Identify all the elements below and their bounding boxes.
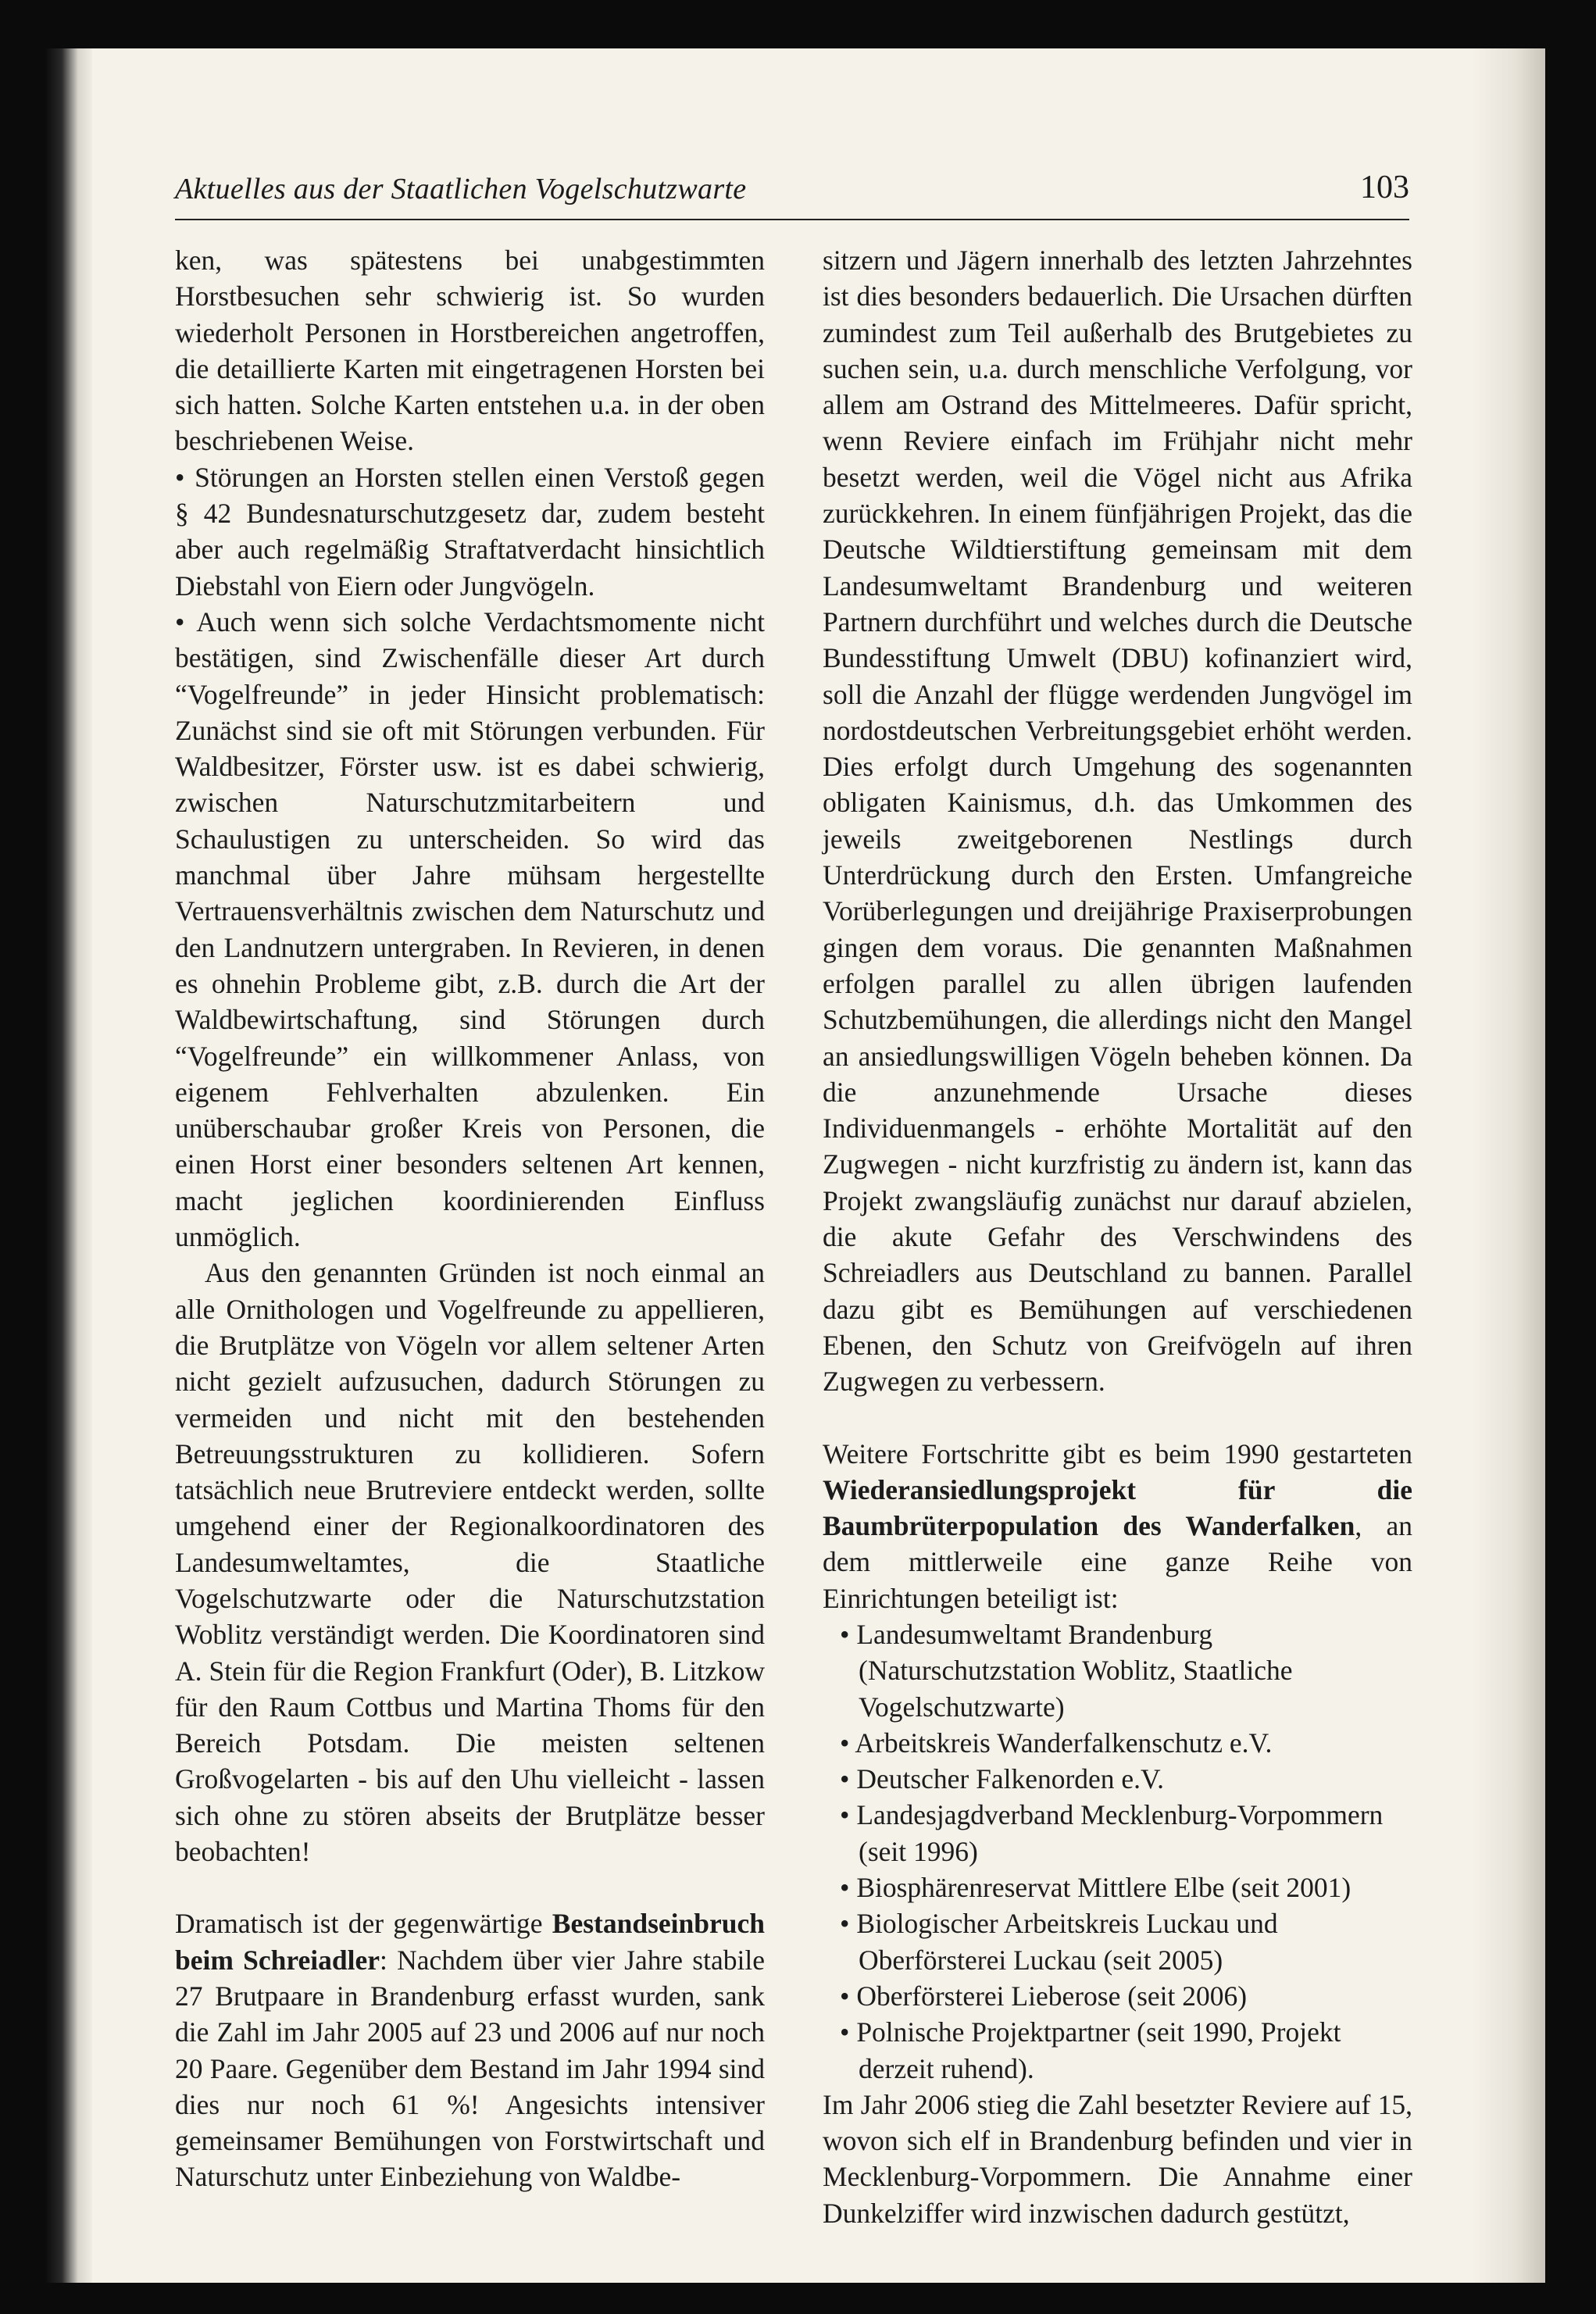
list-item: • Polnische Projektpartner (seit 1990, Projekt derzeit ruhend). (823, 2014, 1412, 2087)
text-run: , an dem mittlerweile eine ganze Reihe von Einrichtungen beteiligt ist: (823, 1510, 1412, 1614)
list-item: • Landesumweltamt Brandenburg (Naturschutzstation Woblitz, Staatliche Vogelschutzwarte) (823, 1616, 1412, 1725)
text-run: Weitere Fortschritte gibt es beim 1990 gestarteten (823, 1437, 1412, 1469)
paragraph: Aus den genannten Gründen ist noch einmal an alle Ornithologen und Vogelfreunde zu appellieren, die Brutplätze von Vögeln vor allem seltener Arten nicht gezielt aufzusuchen, dadurch Störungen zu vermeiden und nicht mit den bestehenden Betreuungsstrukturen zu kollidieren. Sofern tatsächlich neue Brutreviere entdeckt werden, sollte umgehend einer der Regionalkoordinatoren des Landesumweltamtes, die Staatliche Vogelschutzwarte oder die Naturschutzstation Woblitz verständigt werden. Die Koordinatoren sind A. Stein für die Region Frankfurt (Oder), B. Litzkow für den Raum Cottbus und Martina Thoms für den Bereich Potsdam. Die meisten seltenen Großvogelarten - bis auf den Uhu vielleicht - lassen sich ohne zu stören abseits der Brutplätze besser beobachten! (175, 1257, 765, 1868)
list-item: • Oberförsterei Lieberose (seit 2006) (823, 1978, 1412, 2014)
bold-heading: Wiederansiedlungsprojekt für die Baumbrüterpopulation des Wanderfalken (823, 1473, 1412, 1542)
binding-shadow (45, 48, 92, 2283)
list-item: • Biosphärenreservat Mittlere Elbe (seit 2001) (823, 1869, 1412, 1905)
paragraph: Im Jahr 2006 stieg die Zahl besetzter Reviere auf 15, wovon sich elf in Brandenburg befinden und vier in Mecklenburg-Vorpommern. Die Annahme einer Dunkelziffer wird inzwischen dadurch gestützt, (823, 2088, 1412, 2229)
bullet-paragraph: • Auch wenn sich solche Verdachtsmomente nicht bestätigen, sind Zwischenfälle dieser Art durch “Vogelfreunde” in jeder Hinsicht problematisch: Zunächst sind sie oft mit Störungen verbunden. Für Waldbesitzer, Förster usw. ist es dabei schwierig, zwischen Naturschutzmitarbeitern und Schaulustigen zu unterscheiden. So wird das manchmal über Jahre mühsam hergestellte Vertrauensverhältnis zwischen dem Naturschutz und den Landnutzern untergraben. In Revieren, in denen es ohnehin Probleme gibt, z.B. durch die Art der Waldbewirtschaftung, sind Störungen durch “Vogelfreunde” ein willkommener Anlass, von eigenem Fehlverhalten abzulenken. Ein unüberschaubar großer Kreis von Personen, die einen Horst einer besonders seltenen Art kennen, macht jeglichen koordinierenden Einfluss unmöglich. (175, 605, 765, 1253)
page-number: 103 (1360, 170, 1409, 205)
right-column (823, 242, 1412, 2231)
paragraph: sitzern und Jägern innerhalb des letzten Jahrzehntes ist dies besonders bedauerlich. Die Ursachen dürften zumindest zum Teil außerhalb des Brutgebietes zu suchen sein, u.a. durch menschliche Verfolgung, vor allem am Ostrand des Mittelmeeres. Dafür spricht, wenn Reviere einfach im Frühjahr nicht mehr besetzt werden, weil die Vögel nicht aus Afrika zurückkehren. In einem fünfjährigen Projekt, das die Deutsche Wildtierstiftung gemeinsam mit dem Landesumweltamt Brandenburg und weiteren Partnern durchführt und welches durch die Deutsche Bundesstiftung Umwelt (DBU) kofinanziert wird, soll die Anzahl der flügge werdenden Jungvögel im nordostdeutschen Verbreitungsgebiet erhöht werden. Dies erfolgt durch Umgehung des sogenannten obligaten Kainismus, d.h. das Umkommen des jeweils zweitgeborenen Nestlings durch Unterdrückung durch den Ersten. Umfangreiche Vorüberlegungen und dreijährige Praxiserprobungen gingen dem voraus. Die genannten Maßnahmen erfolgen parallel zu allen übrigen laufenden Schutzbemühungen, die allerdings nicht den Mangel an ansiedlungswilligen Vögeln beheben können. Da die anzunehmende Ursache dieses Individuenmangels - erhöhte Mortalität auf den Zugwegen - nicht kurzfristig zu ändern ist, kann das Projekt zwangsläufig zunächst nur darauf abzielen, die akute Gefahr des Verschwindens des Schreiadlers aus Deutschland zu bannen. Parallel dazu gibt es Bemühungen auf verschiedenen Ebenen, den Schutz von Greifvögeln auf ihren Zugwegen zu verbessern. (823, 245, 1412, 1398)
paragraph-gap (823, 1400, 1412, 1436)
paragraph-gap (175, 1869, 765, 1905)
journal-page (45, 48, 1545, 2283)
paragraph-wanderfalke (823, 1436, 1412, 1616)
partner-list (823, 1616, 1412, 2087)
list-item: • Arbeitskreis Wanderfalkenschutz e.V. (823, 1725, 1412, 1761)
list-item: • Landesjagdverband Mecklenburg-Vorpommern (seit 1996) (823, 1797, 1412, 1869)
running-title: Aktuelles aus der Staatlichen Vogelschutzwarte (175, 173, 747, 205)
bold-heading: Bestandseinbruch beim Schreiadler (175, 1908, 765, 1976)
running-header (175, 172, 1409, 220)
bullet-paragraph: • Störungen an Horsten stellen einen Verstoß gegen § 42 Bundesnaturschutzgesetz dar, zudem besteht aber auch regelmäßig Straftatverdacht hinsichtlich Diebstahl von Eiern oder Jungvögeln. (175, 461, 765, 602)
paragraph: ken, was spätestens bei unabgestimmten Horstbesuchen sehr schwierig ist. So wurden wiederholt Personen in Horstbereichen angetroffen, die detaillierte Karten mit eingetragenen Horsten bei sich hatten. Solche Karten entstehen u.a. in der oben beschriebenen Weise. (175, 245, 765, 457)
text-run: : Nachdem über vier Jahre stabile 27 Brutpaare in Brandenburg erfasst wurden, sank die Zahl im Jahr 2005 auf 23 und 2006 auf nur noch 20 Paare. Gegenüber dem Bestand im Jahr 1994 sind dies nur noch 61 %! Angesichts intensiver gemeinsamer Bemühungen von Forstwirtschaft und Naturschutz unter Einbeziehung von Waldbe- (175, 1944, 765, 2193)
list-item: • Deutscher Falkenorden e.V. (823, 1761, 1412, 1797)
left-column (175, 242, 765, 2195)
page-edge (1471, 48, 1545, 2283)
paragraph-schreiadler (175, 1905, 765, 2194)
list-item: • Biologischer Arbeitskreis Luckau und Oberförsterei Luckau (seit 2005) (823, 1905, 1412, 1978)
text-run: Dramatisch ist der gegenwärtige (175, 1908, 552, 1940)
